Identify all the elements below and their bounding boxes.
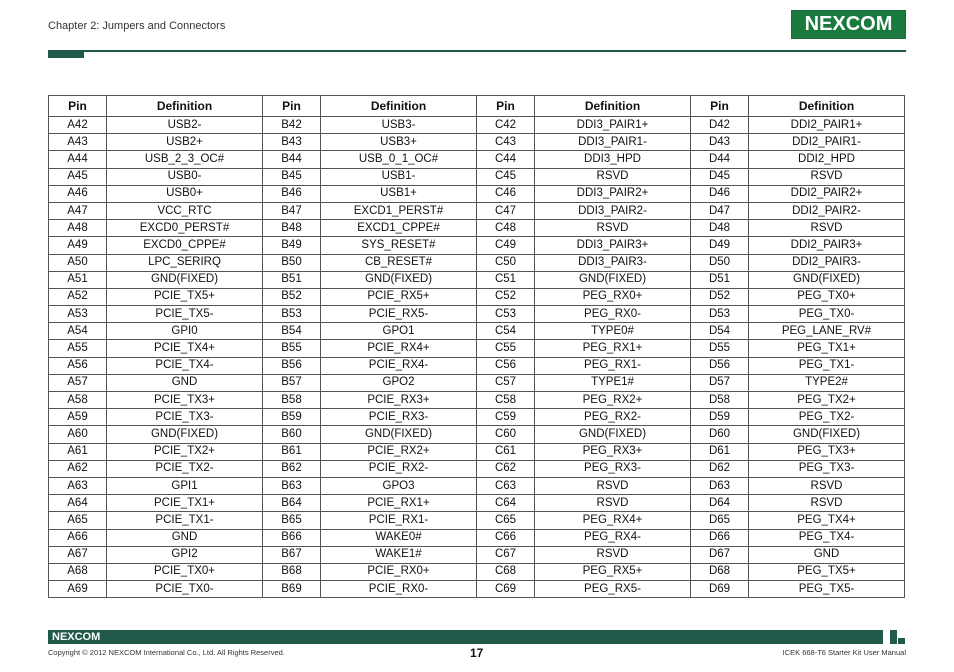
definition-cell: PCIE_RX2+ [321, 443, 477, 460]
pin-cell: B55 [263, 340, 321, 357]
pin-cell: B59 [263, 409, 321, 426]
pin-cell: C62 [477, 460, 535, 477]
table-row [49, 288, 905, 305]
definition-cell: PCIE_RX1+ [321, 495, 477, 512]
table-row [49, 529, 905, 546]
table-row [49, 374, 905, 391]
pin-cell: B48 [263, 220, 321, 237]
definition-cell: RSVD [535, 477, 691, 494]
column-header-pin: Pin [49, 96, 107, 117]
pin-cell: A57 [49, 374, 107, 391]
definition-cell: DDI3_PAIR2- [535, 202, 691, 219]
definition-cell: PEG_TX5+ [749, 563, 905, 580]
chapter-title: Chapter 2: Jumpers and Connectors [48, 20, 226, 32]
definition-cell: PEG_LANE_RV# [749, 323, 905, 340]
pin-cell: C59 [477, 409, 535, 426]
definition-cell: DDI2_PAIR1- [749, 134, 905, 151]
definition-cell: PEG_RX1+ [535, 340, 691, 357]
definition-cell: DDI2_PAIR3+ [749, 237, 905, 254]
definition-cell: RSVD [749, 495, 905, 512]
pin-cell: C60 [477, 426, 535, 443]
table-row [49, 546, 905, 563]
pin-cell: C65 [477, 512, 535, 529]
pin-definition-table [48, 95, 905, 598]
table-row [49, 271, 905, 288]
definition-cell: PEG_RX4- [535, 529, 691, 546]
pin-cell: D68 [691, 563, 749, 580]
definition-cell: DDI2_PAIR2- [749, 202, 905, 219]
table-header-row [49, 96, 905, 117]
pin-cell: D49 [691, 237, 749, 254]
definition-cell: DDI3_PAIR1- [535, 134, 691, 151]
definition-cell: PEG_TX1+ [749, 340, 905, 357]
definition-cell: PCIE_RX3- [321, 409, 477, 426]
footer-logo: NEXCOM [52, 631, 101, 643]
definition-cell: GND [107, 529, 263, 546]
pin-cell: D62 [691, 460, 749, 477]
pin-cell: C48 [477, 220, 535, 237]
definition-cell: PCIE_TX4- [107, 357, 263, 374]
definition-cell: PEG_TX3- [749, 460, 905, 477]
definition-cell: PCIE_RX5+ [321, 288, 477, 305]
pin-cell: D47 [691, 202, 749, 219]
copyright-text: Copyright © 2012 NEXCOM International Co., Ltd. All Rights Reserved. [48, 648, 285, 657]
definition-cell: DDI3_PAIR2+ [535, 185, 691, 202]
logo-text: NEXCOM [804, 13, 893, 35]
definition-cell: USB_2_3_OC# [107, 151, 263, 168]
pin-cell: D69 [691, 581, 749, 598]
pin-cell: C44 [477, 151, 535, 168]
pin-cell: B69 [263, 581, 321, 598]
pin-cell: B46 [263, 185, 321, 202]
column-header-definition: Definition [321, 96, 477, 117]
definition-cell: PCIE_RX0+ [321, 563, 477, 580]
table-row [49, 340, 905, 357]
pin-cell: D57 [691, 374, 749, 391]
definition-cell: PCIE_RX5- [321, 306, 477, 323]
table-row [49, 185, 905, 202]
definition-cell: PCIE_RX3+ [321, 392, 477, 409]
table-row [49, 477, 905, 494]
definition-cell: GPI2 [107, 546, 263, 563]
table-row [49, 392, 905, 409]
pin-cell: A68 [49, 563, 107, 580]
table-row [49, 202, 905, 219]
definition-cell: EXCD1_CPPE# [321, 220, 477, 237]
pin-cell: A66 [49, 529, 107, 546]
pin-cell: B49 [263, 237, 321, 254]
definition-cell: PEG_RX2+ [535, 392, 691, 409]
pin-cell: C50 [477, 254, 535, 271]
definition-cell: PEG_RX3- [535, 460, 691, 477]
header-rule [48, 50, 906, 52]
pin-cell: B47 [263, 202, 321, 219]
pin-cell: D63 [691, 477, 749, 494]
definition-cell: PEG_TX0- [749, 306, 905, 323]
pin-cell: C66 [477, 529, 535, 546]
pin-cell: D65 [691, 512, 749, 529]
definition-cell: PCIE_TX1- [107, 512, 263, 529]
pin-cell: C42 [477, 117, 535, 134]
pin-cell: A56 [49, 357, 107, 374]
table-row [49, 134, 905, 151]
definition-cell: GPO1 [321, 323, 477, 340]
pin-cell: B57 [263, 374, 321, 391]
table-row [49, 409, 905, 426]
definition-cell: USB3- [321, 117, 477, 134]
pin-cell: A61 [49, 443, 107, 460]
pin-cell: C51 [477, 271, 535, 288]
definition-cell: PCIE_TX5+ [107, 288, 263, 305]
definition-cell: DDI3_HPD [535, 151, 691, 168]
pin-cell: B65 [263, 512, 321, 529]
definition-cell: CB_RESET# [321, 254, 477, 271]
definition-cell: PEG_RX4+ [535, 512, 691, 529]
pin-cell: A59 [49, 409, 107, 426]
pin-cell: A51 [49, 271, 107, 288]
pin-cell: D50 [691, 254, 749, 271]
definition-cell: PCIE_TX1+ [107, 495, 263, 512]
definition-cell: DDI2_PAIR1+ [749, 117, 905, 134]
definition-cell: PEG_TX0+ [749, 288, 905, 305]
pin-cell: B50 [263, 254, 321, 271]
definition-cell: RSVD [535, 220, 691, 237]
pin-cell: C56 [477, 357, 535, 374]
definition-cell: PCIE_RX4+ [321, 340, 477, 357]
pin-cell: C68 [477, 563, 535, 580]
definition-cell: DDI2_PAIR3- [749, 254, 905, 271]
pin-cell: D58 [691, 392, 749, 409]
pin-cell: A67 [49, 546, 107, 563]
pin-cell: C47 [477, 202, 535, 219]
pin-cell: A64 [49, 495, 107, 512]
page-number: 17 [470, 646, 484, 660]
pin-cell: C43 [477, 134, 535, 151]
definition-cell: GND(FIXED) [535, 271, 691, 288]
definition-cell: USB0+ [107, 185, 263, 202]
definition-cell: USB1+ [321, 185, 477, 202]
pin-cell: B67 [263, 546, 321, 563]
definition-cell: PEG_TX5- [749, 581, 905, 598]
pin-cell: D56 [691, 357, 749, 374]
pin-cell: A45 [49, 168, 107, 185]
pin-cell: C54 [477, 323, 535, 340]
definition-cell: USB3+ [321, 134, 477, 151]
column-header-definition: Definition [535, 96, 691, 117]
column-header-definition: Definition [107, 96, 263, 117]
definition-cell: PCIE_TX3+ [107, 392, 263, 409]
pin-cell: D66 [691, 529, 749, 546]
definition-cell: PEG_RX2- [535, 409, 691, 426]
pin-cell: B61 [263, 443, 321, 460]
manual-title: ICEK 668-T6 Starter Kit User Manual [782, 648, 906, 657]
definition-cell: PCIE_TX3- [107, 409, 263, 426]
pin-cell: C63 [477, 477, 535, 494]
pin-cell: B66 [263, 529, 321, 546]
definition-cell: PEG_RX3+ [535, 443, 691, 460]
pin-cell: B54 [263, 323, 321, 340]
pin-cell: C49 [477, 237, 535, 254]
pin-cell: A63 [49, 477, 107, 494]
pin-cell: B62 [263, 460, 321, 477]
definition-cell: GND(FIXED) [321, 271, 477, 288]
definition-cell: TYPE2# [749, 374, 905, 391]
table-row [49, 237, 905, 254]
pin-cell: B60 [263, 426, 321, 443]
pin-cell: A65 [49, 512, 107, 529]
definition-cell: RSVD [749, 220, 905, 237]
pin-cell: B45 [263, 168, 321, 185]
pin-cell: A47 [49, 202, 107, 219]
pin-cell: D48 [691, 220, 749, 237]
definition-cell: WAKE1# [321, 546, 477, 563]
definition-cell: PCIE_TX2- [107, 460, 263, 477]
definition-cell: SYS_RESET# [321, 237, 477, 254]
pin-cell: A42 [49, 117, 107, 134]
definition-cell: PEG_TX2+ [749, 392, 905, 409]
table-row [49, 220, 905, 237]
pin-cell: D42 [691, 117, 749, 134]
column-header-pin: Pin [691, 96, 749, 117]
pin-cell: C57 [477, 374, 535, 391]
table-row [49, 254, 905, 271]
footer-bar [48, 630, 883, 644]
table-row [49, 495, 905, 512]
pin-cell: D53 [691, 306, 749, 323]
pin-cell: A58 [49, 392, 107, 409]
definition-cell: PCIE_TX4+ [107, 340, 263, 357]
table-row [49, 168, 905, 185]
header-accent-block [48, 50, 84, 58]
pin-cell: D54 [691, 323, 749, 340]
pin-cell: D52 [691, 288, 749, 305]
definition-cell: LPC_SERIRQ [107, 254, 263, 271]
pin-cell: C64 [477, 495, 535, 512]
pin-cell: B44 [263, 151, 321, 168]
definition-cell: DDI3_PAIR1+ [535, 117, 691, 134]
pin-cell: D60 [691, 426, 749, 443]
pin-cell: A50 [49, 254, 107, 271]
definition-cell: PEG_RX0- [535, 306, 691, 323]
definition-cell: GND(FIXED) [749, 426, 905, 443]
pin-cell: B68 [263, 563, 321, 580]
definition-cell: USB0- [107, 168, 263, 185]
table-row [49, 357, 905, 374]
table-row [49, 151, 905, 168]
pin-cell: B63 [263, 477, 321, 494]
pin-cell: A69 [49, 581, 107, 598]
definition-cell: DDI3_PAIR3+ [535, 237, 691, 254]
definition-cell: EXCD0_CPPE# [107, 237, 263, 254]
definition-cell: USB2- [107, 117, 263, 134]
definition-cell: RSVD [535, 546, 691, 563]
definition-cell: RSVD [749, 477, 905, 494]
definition-cell: TYPE0# [535, 323, 691, 340]
pin-cell: A48 [49, 220, 107, 237]
pin-cell: A54 [49, 323, 107, 340]
table-row [49, 323, 905, 340]
pin-cell: C61 [477, 443, 535, 460]
column-header-pin: Pin [263, 96, 321, 117]
pin-cell: A46 [49, 185, 107, 202]
pin-cell: A52 [49, 288, 107, 305]
definition-cell: PEG_TX3+ [749, 443, 905, 460]
definition-cell: PEG_TX4- [749, 529, 905, 546]
pin-cell: C69 [477, 581, 535, 598]
definition-cell: PCIE_TX0- [107, 581, 263, 598]
definition-cell: GPO2 [321, 374, 477, 391]
definition-cell: DDI2_PAIR2+ [749, 185, 905, 202]
table-row [49, 426, 905, 443]
pin-cell: D51 [691, 271, 749, 288]
pin-cell: A44 [49, 151, 107, 168]
definition-cell: USB_0_1_OC# [321, 151, 477, 168]
table-row [49, 306, 905, 323]
pin-cell: D45 [691, 168, 749, 185]
pin-cell: B43 [263, 134, 321, 151]
definition-cell: PCIE_TX2+ [107, 443, 263, 460]
table-row [49, 443, 905, 460]
definition-cell: PCIE_RX2- [321, 460, 477, 477]
definition-cell: USB1- [321, 168, 477, 185]
definition-cell: PEG_RX0+ [535, 288, 691, 305]
definition-cell: EXCD1_PERST# [321, 202, 477, 219]
pin-cell: B53 [263, 306, 321, 323]
definition-cell: GND [107, 374, 263, 391]
nexcom-logo [791, 10, 906, 39]
pin-cell: C55 [477, 340, 535, 357]
table-row [49, 117, 905, 134]
definition-cell: PCIE_TX0+ [107, 563, 263, 580]
pin-cell: A43 [49, 134, 107, 151]
definition-cell: RSVD [535, 168, 691, 185]
definition-cell: PEG_TX4+ [749, 512, 905, 529]
definition-cell: GPI1 [107, 477, 263, 494]
pin-cell: C53 [477, 306, 535, 323]
definition-cell: GPI0 [107, 323, 263, 340]
definition-cell: PEG_RX1- [535, 357, 691, 374]
definition-cell: DDI2_HPD [749, 151, 905, 168]
pin-cell: C52 [477, 288, 535, 305]
definition-cell: GND(FIXED) [321, 426, 477, 443]
definition-cell: GND [749, 546, 905, 563]
pin-cell: D43 [691, 134, 749, 151]
definition-cell: VCC_RTC [107, 202, 263, 219]
pin-cell: B52 [263, 288, 321, 305]
definition-cell: TYPE1# [535, 374, 691, 391]
pin-cell: C46 [477, 185, 535, 202]
table-row [49, 581, 905, 598]
pin-cell: B51 [263, 271, 321, 288]
definition-cell: GND(FIXED) [107, 426, 263, 443]
definition-cell: PCIE_TX5- [107, 306, 263, 323]
pin-cell: D55 [691, 340, 749, 357]
pin-cell: C58 [477, 392, 535, 409]
definition-cell: PEG_RX5+ [535, 563, 691, 580]
pin-cell: D67 [691, 546, 749, 563]
pin-cell: C67 [477, 546, 535, 563]
pin-cell: C45 [477, 168, 535, 185]
pin-cell: D59 [691, 409, 749, 426]
table-row [49, 460, 905, 477]
definition-cell: GND(FIXED) [107, 271, 263, 288]
pin-cell: B64 [263, 495, 321, 512]
pin-cell: A62 [49, 460, 107, 477]
definition-cell: GND(FIXED) [535, 426, 691, 443]
pin-cell: A55 [49, 340, 107, 357]
definition-cell: PEG_TX1- [749, 357, 905, 374]
definition-cell: GND(FIXED) [749, 271, 905, 288]
pin-cell: D44 [691, 151, 749, 168]
pin-cell: D64 [691, 495, 749, 512]
definition-cell: RSVD [535, 495, 691, 512]
definition-cell: PCIE_RX4- [321, 357, 477, 374]
definition-cell: PEG_RX5- [535, 581, 691, 598]
table-row [49, 563, 905, 580]
definition-cell: PCIE_RX0- [321, 581, 477, 598]
definition-cell: PCIE_RX1- [321, 512, 477, 529]
pin-cell: A53 [49, 306, 107, 323]
column-header-pin: Pin [477, 96, 535, 117]
pin-cell: A49 [49, 237, 107, 254]
definition-cell: EXCD0_PERST# [107, 220, 263, 237]
definition-cell: USB2+ [107, 134, 263, 151]
pin-cell: B58 [263, 392, 321, 409]
definition-cell: GPO3 [321, 477, 477, 494]
pin-cell: B42 [263, 117, 321, 134]
definition-cell: WAKE0# [321, 529, 477, 546]
table-row [49, 512, 905, 529]
pin-cell: B56 [263, 357, 321, 374]
definition-cell: RSVD [749, 168, 905, 185]
pin-cell: D61 [691, 443, 749, 460]
definition-cell: PEG_TX2- [749, 409, 905, 426]
pin-cell: D46 [691, 185, 749, 202]
column-header-definition: Definition [749, 96, 905, 117]
pin-cell: A60 [49, 426, 107, 443]
definition-cell: DDI3_PAIR3- [535, 254, 691, 271]
corner-squares-icon [890, 630, 906, 644]
